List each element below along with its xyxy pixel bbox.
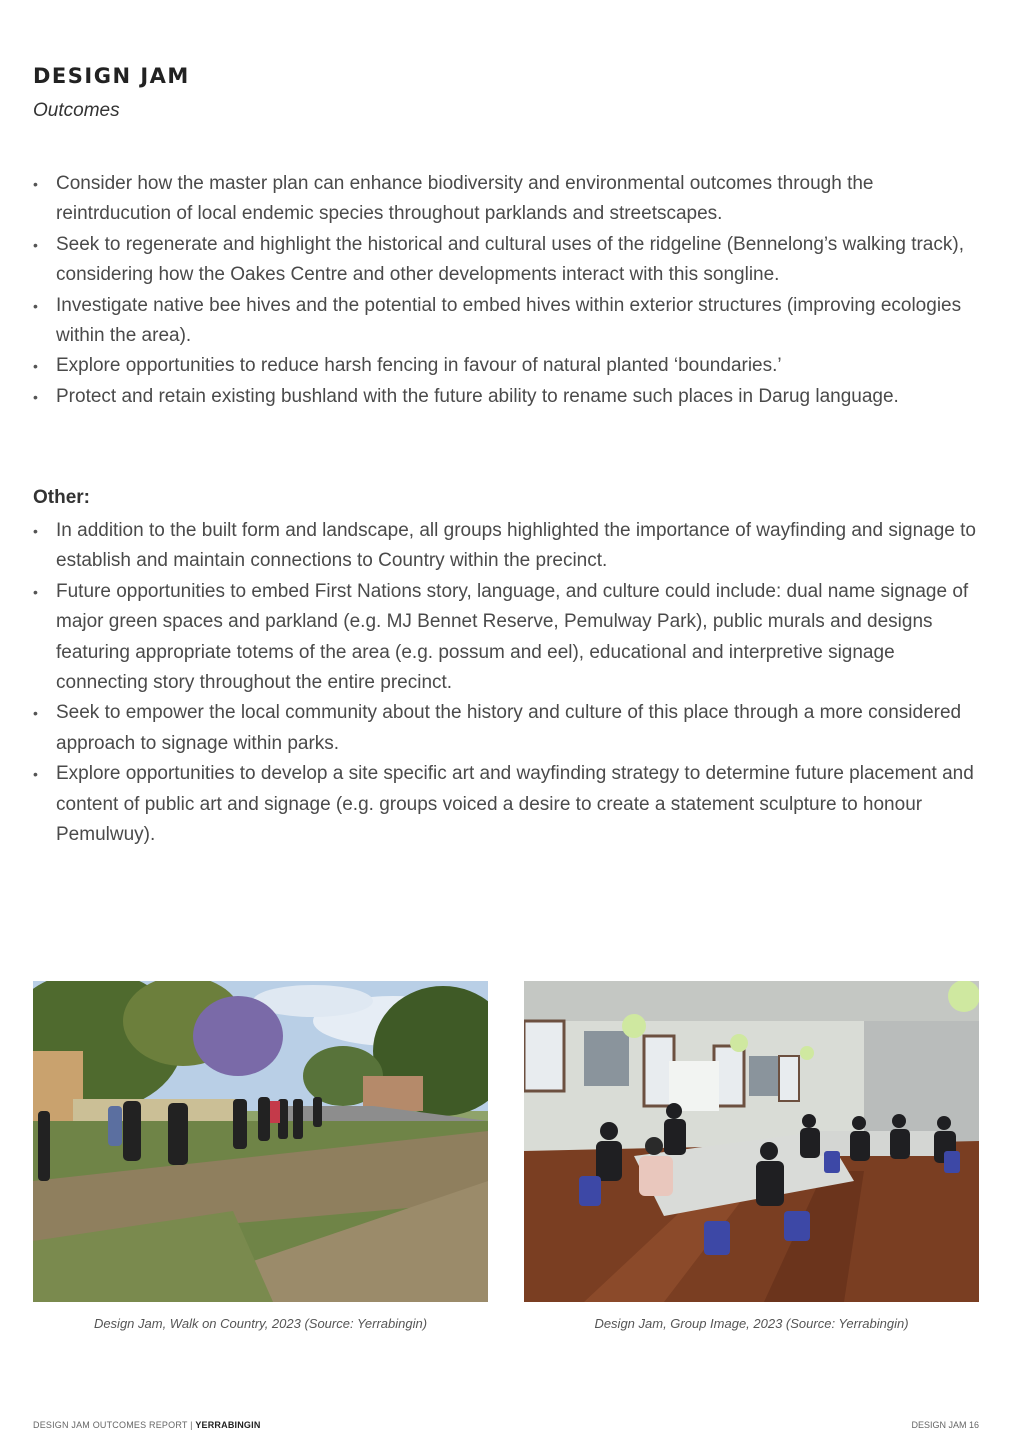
list-item: • Explore opportunities to develop a site specific art and wayfinding strategy to determine future placement and content of public art and signage (e.g. groups voiced a desire to create a statement sculpture to honour Pemulwuy).	[33, 759, 983, 850]
footer-brand: YERRABINGIN	[195, 1420, 261, 1430]
footer-report-label	[33, 1420, 261, 1430]
other-list	[33, 516, 983, 850]
list-item: • Consider how the master plan can enhance biodiversity and environmental outcomes through the reintrducution of local endemic species throughout parklands and streetscapes.	[33, 169, 983, 230]
group-workshop-photo	[524, 981, 979, 1302]
list-item: • In addition to the built form and landscape, all groups highlighted the importance of wayfinding and signage to establish and maintain connections to Country within the precinct.	[33, 516, 983, 577]
page-number: DESIGN JAM 16	[911, 1420, 979, 1430]
list-item: • Explore opportunities to reduce harsh fencing in favour of natural planted ‘boundaries.’	[33, 351, 983, 381]
footer-report-title: DESIGN JAM OUTCOMES REPORT |	[33, 1420, 196, 1430]
page-subtitle: Outcomes	[33, 100, 120, 121]
list-item: • Future opportunities to embed First Nations story, language, and culture could include: dual name signage of major green spaces and parkland (e.g. MJ Bennet Reserve, Pemulway Park), public murals and designs featuring appropriate totems of the area (e.g. possum and eel), educational and interpretive signage connecting story throughout the entire precinct.	[33, 577, 983, 699]
photo-caption: Design Jam, Group Image, 2023 (Source: Yerrabingin)	[594, 1316, 909, 1331]
list-item: • Seek to empower the local community about the history and culture of this place through a more considered approach to signage within parks.	[33, 698, 983, 759]
other-section-title: Other:	[33, 487, 90, 508]
list-item: • Investigate native bee hives and the potential to embed hives within exterior structures (improving ecologies within the area).	[33, 291, 983, 352]
page-title: DESIGN JAM	[33, 64, 190, 88]
walk-on-country-photo	[33, 981, 488, 1302]
photo-caption: Design Jam, Walk on Country, 2023 (Source: Yerrabingin)	[93, 1316, 428, 1331]
list-item: • Seek to regenerate and highlight the historical and cultural uses of the ridgeline (Bennelong’s walking track), considering how the Oakes Centre and other developments interact with this songline.	[33, 230, 983, 291]
list-item: • Protect and retain existing bushland with the future ability to rename such places in Darug language.	[33, 382, 983, 412]
outcomes-list	[33, 169, 983, 412]
